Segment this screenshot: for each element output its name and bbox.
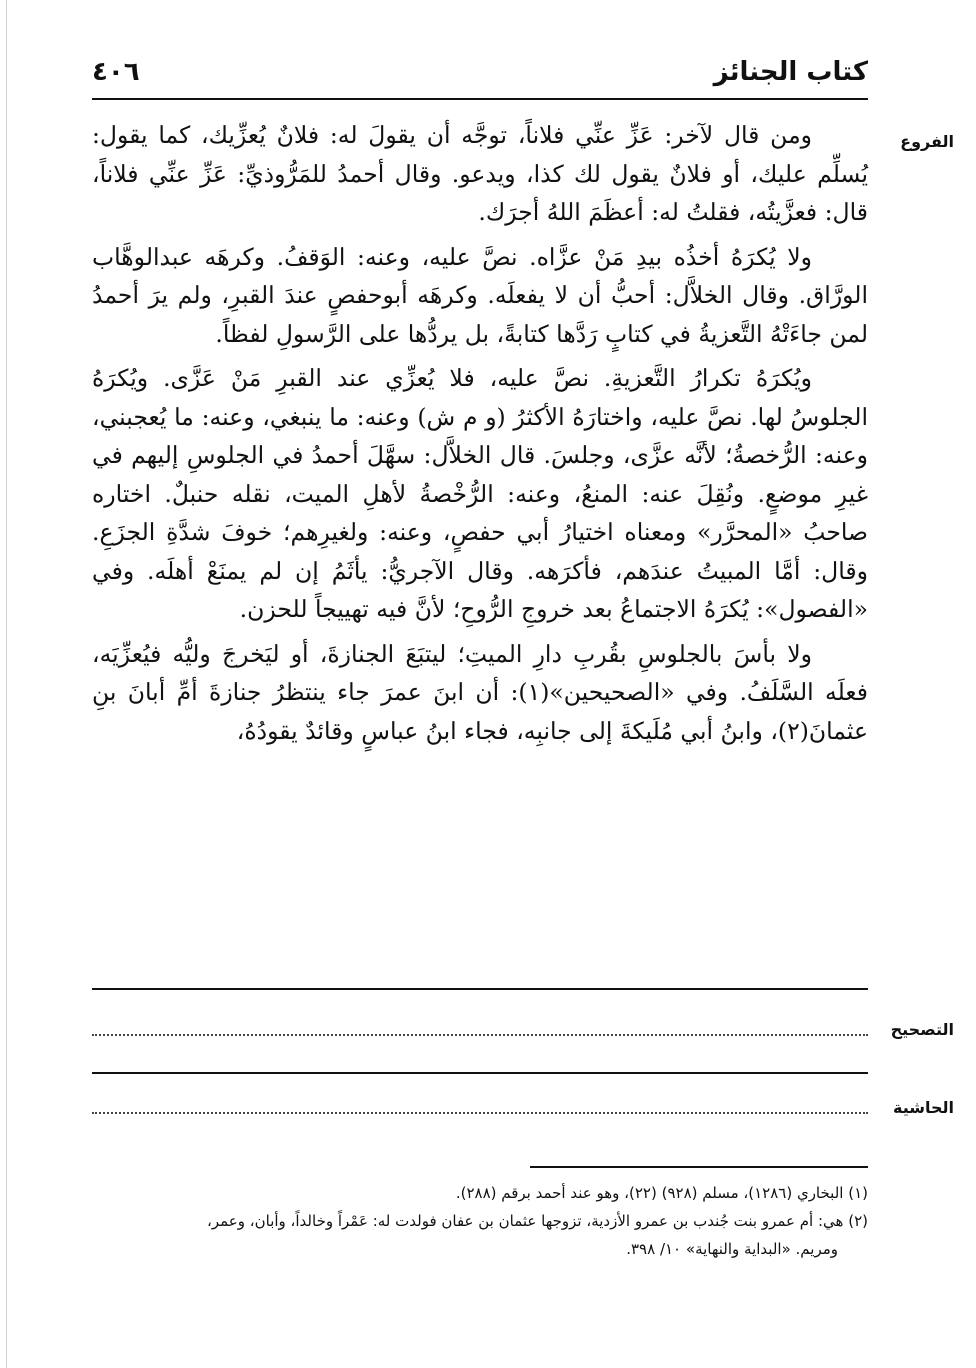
- footnote-1: (١) البخاري (١٢٨٦)، مسلم (٩٢٨) (٢٢)، وهو عند أحمد برقم (٢٨٨).: [455, 1184, 868, 1202]
- page-number: ٤٠٦: [92, 57, 140, 87]
- correction-field: [92, 1016, 868, 1040]
- footnote-2-continuation: ومريم. «البداية والنهاية» ١٠/ ٣٩٨.: [626, 1240, 838, 1258]
- annotation-field: [92, 1094, 868, 1118]
- form-rule: [92, 1072, 868, 1074]
- footnote-rule: [530, 1166, 868, 1168]
- paragraph: ولا يُكرَهُ أخذُه بيدِ مَنْ عزَّاه. نصَّ عليه، وعنه: الوَقفُ. وكرهَه عبدالوهَّاب الورَّاق. وقال الخلاَّل: أحبُّ أن لا يفعلَه. وكرهَه أبوحفصٍ عندَ القبرِ، ولم يرَ أحمدُ لمن جاءَتْهُ التَّعزيةُ في كتابٍ رَدَّها كتابةً، بل يردُّها على الرَّسولِ لفظاً.: [92, 242, 868, 348]
- paragraph: ويُكرَهُ تكرارُ التَّعزيةِ. نصَّ عليه، فلا يُعزِّي عند القبرِ مَنْ عَزَّى. ويُكرَهُ الجلوسُ لها. نصَّ عليه، واختارَهُ الأكثرُ (و م ش) وعنه: ما ينبغي، وعنه: ما يُعجبني، وعنه: الرُّخصةُ؛ لأنَّه عزَّى، وجلسَ. قال الخلاَّل: سهَّلَ أحمدُ في الجلوسِ إليهم في غيرِ موضعٍ. ونُقِلَ عنه: المنعُ، وعنه: الرُّخْصةُ لأهلِ الميت، نقله حنبلٌ. اختاره صاحبُ «المحرَّر» ومعناه اختيارُ أبي حفصٍ، وعنه: ولغيرِهم؛ خوفَ شدَّةِ الجزَعِ. وقال: أمَّا المبيتُ عندَهم، فأكرَهه. وقال الآجريُّ: يأثَمُ إن لم يمنَعْ أهلَه. وفي «الفصول»: يُكرَهُ الاجتماعُ بعد خروجِ الرُّوحِ؛ لأنَّ فيه تهييجاً للحزن.: [92, 364, 868, 623]
- footnotes: [92, 1180, 868, 1264]
- main-text: [92, 116, 868, 756]
- page-header: [92, 48, 868, 96]
- annotation-dotted-line: [92, 1112, 868, 1114]
- correction-label: التصحيح: [890, 1020, 954, 1039]
- paragraph: ومن قال لآخر: عَزِّ عنِّي فلاناً، توجَّه أن يقولَ له: فلانٌ يُعزِّيك، كما يقول: يُسلِّم عليك، أو فلانٌ يقول لك كذا، ويدعو. وقال أحمدُ للمَرُّوذيِّ: عَزِّ عنِّي فلاناً، قال: فعزَّيتُه، فقلتُ له: أعظَمَ اللهُ أجرَك.: [92, 121, 868, 226]
- header-rule: [92, 98, 868, 100]
- correction-dotted-line: [92, 1034, 868, 1036]
- footnote-2: (٢) هي: أم عمرو بنت جُندب بن عمرو الأزدية، تزوجها عثمان بن عفان فولدت له: عَمْراً وخالداً، وأبان، وعمر،: [207, 1212, 868, 1230]
- main-text-rule: [92, 988, 868, 990]
- paragraph: ولا بأسَ بالجلوسِ بقُربِ دارِ الميتِ؛ ليتبَعَ الجنازةَ، أو ليَخرجَ وليُّه فيُعزِّيَه، فعلَه السَّلَفُ. وفي «الصحيحين»(١): أن ابنَ عمرَ جاء ينتظرُ جنازةَ أمِّ أبانَ بنِ عثمانَ(٢)، وابنُ أبي مُلَيكةَ إلى جانبِه، فجاء ابنُ عباسٍ وقائدٌ يقودُهُ،: [92, 639, 868, 745]
- section-margin-label: الفروع: [900, 132, 954, 151]
- annotation-label: الحاشية: [893, 1098, 954, 1117]
- running-title: كتاب الجنائز: [713, 57, 868, 87]
- scan-edge-line: [6, 0, 7, 1368]
